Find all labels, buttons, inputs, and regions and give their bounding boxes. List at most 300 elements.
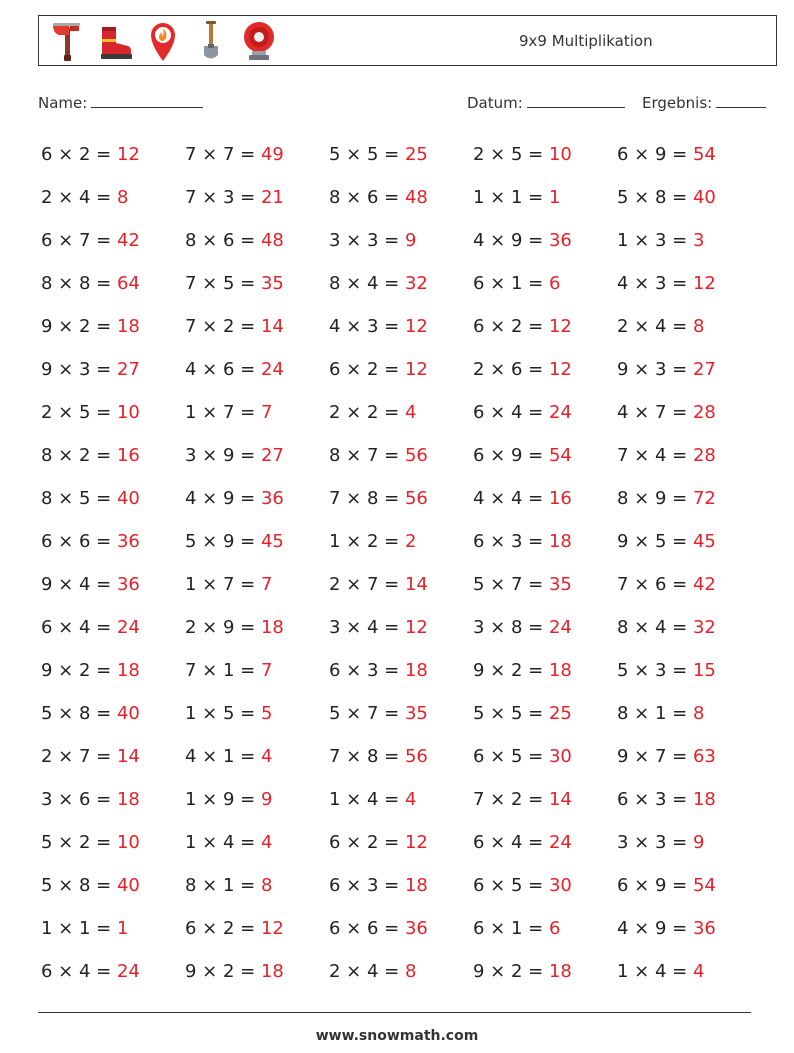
problem-cell [473, 692, 617, 735]
problem-expression: 4 × 9 = [617, 918, 693, 939]
problem-answer: 35 [260, 273, 284, 294]
problem-cell [617, 864, 761, 907]
problem-cell [329, 821, 473, 864]
problem-answer: 14 [260, 316, 284, 337]
problem-cell [329, 176, 473, 219]
problem-answer: 24 [260, 359, 284, 380]
problem-expression: 2 × 4 = [41, 187, 117, 208]
problem-answer: 9 [692, 832, 705, 853]
problem-cell [617, 305, 761, 348]
problem-answer: 12 [692, 273, 716, 294]
problem-answer: 42 [116, 230, 140, 251]
fire-axe-icon [49, 19, 85, 63]
fire-location-pin-icon [145, 19, 181, 63]
problem-answer: 36 [116, 531, 140, 552]
problem-expression: 6 × 2 = [185, 918, 261, 939]
problem-expression: 8 × 4 = [329, 273, 405, 294]
problem-expression: 3 × 4 = [329, 617, 405, 638]
problem-expression: 5 × 2 = [41, 832, 117, 853]
problem-answer: 4 [404, 789, 417, 810]
problem-cell [473, 649, 617, 692]
problem-expression: 1 × 7 = [185, 574, 261, 595]
problem-cell [329, 907, 473, 950]
problem-answer: 45 [260, 531, 284, 552]
problem-answer: 27 [692, 359, 716, 380]
problem-expression: 7 × 8 = [329, 746, 405, 767]
problem-expression: 6 × 2 = [473, 316, 549, 337]
problem-expression: 5 × 9 = [185, 531, 261, 552]
icon-row [49, 19, 277, 63]
problem-answer: 12 [404, 832, 428, 853]
problem-cell [473, 950, 617, 993]
problem-cell [617, 950, 761, 993]
name-field[interactable] [38, 93, 203, 112]
problem-answer: 8 [692, 316, 705, 337]
problem-answer: 30 [548, 875, 572, 896]
problem-cell [185, 133, 329, 176]
problem-answer: 8 [260, 875, 273, 896]
problem-answer: 10 [548, 144, 572, 165]
problem-expression: 1 × 4 = [329, 789, 405, 810]
problem-expression: 4 × 6 = [185, 359, 261, 380]
problem-answer: 18 [116, 660, 140, 681]
problem-answer: 72 [692, 488, 716, 509]
problem-cell [473, 262, 617, 305]
problem-answer: 56 [404, 445, 428, 466]
problem-answer: 12 [548, 359, 572, 380]
problem-answer: 40 [116, 875, 140, 896]
problem-answer: 36 [404, 918, 428, 939]
problem-answer: 25 [548, 703, 572, 724]
problem-answer: 28 [692, 402, 716, 423]
problem-answer: 54 [692, 875, 716, 896]
problem-cell [473, 305, 617, 348]
problem-expression: 1 × 9 = [185, 789, 261, 810]
problem-expression: 8 × 1 = [617, 703, 693, 724]
problem-answer: 18 [548, 961, 572, 982]
problem-answer: 35 [548, 574, 572, 595]
problem-cell [329, 606, 473, 649]
footer-divider [38, 1012, 751, 1013]
problem-expression: 6 × 3 = [329, 660, 405, 681]
problem-cell [41, 348, 185, 391]
problem-cell [329, 219, 473, 262]
problem-answer: 18 [692, 789, 716, 810]
problem-expression: 9 × 2 = [41, 316, 117, 337]
problem-expression: 6 × 9 = [617, 144, 693, 165]
problem-cell [617, 649, 761, 692]
date-label: Datum: [467, 94, 523, 112]
problem-answer: 8 [692, 703, 705, 724]
problem-expression: 9 × 2 = [41, 660, 117, 681]
problem-cell [329, 434, 473, 477]
problem-answer: 2 [404, 531, 417, 552]
problem-cell [41, 262, 185, 305]
problem-cell [41, 391, 185, 434]
problem-answer: 7 [260, 660, 273, 681]
problem-answer: 4 [260, 832, 273, 853]
problem-expression: 6 × 7 = [41, 230, 117, 251]
problem-cell [185, 262, 329, 305]
problem-cell [473, 219, 617, 262]
problem-expression: 3 × 9 = [185, 445, 261, 466]
problem-cell [473, 735, 617, 778]
problem-cell [329, 864, 473, 907]
problem-answer: 54 [692, 144, 716, 165]
problem-cell [185, 821, 329, 864]
problem-cell [185, 950, 329, 993]
problem-expression: 6 × 4 = [473, 402, 549, 423]
problem-grid [41, 133, 761, 993]
problem-expression: 4 × 9 = [185, 488, 261, 509]
problem-answer: 12 [404, 617, 428, 638]
problem-cell [185, 692, 329, 735]
worksheet-title: 9x9 Multiplikation [519, 32, 653, 50]
problem-cell [329, 950, 473, 993]
problem-expression: 7 × 2 = [185, 316, 261, 337]
problem-cell [473, 563, 617, 606]
problem-cell [617, 133, 761, 176]
problem-cell [41, 821, 185, 864]
problem-cell [185, 176, 329, 219]
problem-cell [329, 133, 473, 176]
problem-cell [185, 606, 329, 649]
problem-answer: 18 [116, 789, 140, 810]
problem-expression: 6 × 4 = [41, 961, 117, 982]
problem-cell [41, 133, 185, 176]
problem-answer: 8 [116, 187, 129, 208]
problem-answer: 24 [548, 832, 572, 853]
problem-expression: 9 × 4 = [41, 574, 117, 595]
problem-cell [185, 348, 329, 391]
problem-cell [617, 606, 761, 649]
problem-answer: 18 [260, 961, 284, 982]
problem-cell [617, 907, 761, 950]
problem-cell [41, 735, 185, 778]
date-field[interactable] [467, 93, 625, 112]
problem-cell [329, 778, 473, 821]
problem-answer: 54 [548, 445, 572, 466]
problem-cell [617, 520, 761, 563]
problem-expression: 6 × 1 = [473, 273, 549, 294]
problem-cell [329, 563, 473, 606]
problem-answer: 24 [548, 617, 572, 638]
problem-expression: 3 × 8 = [473, 617, 549, 638]
problem-answer: 3 [692, 230, 705, 251]
problem-expression: 8 × 9 = [617, 488, 693, 509]
problem-expression: 7 × 4 = [617, 445, 693, 466]
problem-answer: 28 [692, 445, 716, 466]
problem-expression: 1 × 5 = [185, 703, 261, 724]
problem-cell [41, 950, 185, 993]
problem-cell [329, 262, 473, 305]
problem-expression: 2 × 4 = [329, 961, 405, 982]
problem-cell [617, 219, 761, 262]
problem-expression: 5 × 8 = [617, 187, 693, 208]
problem-cell [329, 391, 473, 434]
score-label: Ergebnis: [642, 94, 713, 112]
problem-cell [617, 735, 761, 778]
problem-answer: 24 [116, 961, 140, 982]
problem-expression: 4 × 3 = [617, 273, 693, 294]
problem-expression: 6 × 1 = [473, 918, 549, 939]
problem-answer: 4 [260, 746, 273, 767]
problem-answer: 18 [404, 660, 428, 681]
problem-expression: 9 × 3 = [41, 359, 117, 380]
problem-answer: 14 [548, 789, 572, 810]
problem-answer: 36 [116, 574, 140, 595]
shovel-icon [193, 19, 229, 63]
problem-answer: 18 [548, 531, 572, 552]
problem-expression: 7 × 8 = [329, 488, 405, 509]
problem-cell [617, 778, 761, 821]
problem-cell [617, 176, 761, 219]
problem-expression: 7 × 6 = [617, 574, 693, 595]
problem-expression: 2 × 4 = [617, 316, 693, 337]
problem-expression: 8 × 4 = [617, 617, 693, 638]
problem-expression: 9 × 2 = [473, 961, 549, 982]
score-blank-line[interactable] [716, 93, 766, 108]
problem-answer: 36 [548, 230, 572, 251]
problem-expression: 5 × 8 = [41, 703, 117, 724]
problem-expression: 1 × 2 = [329, 531, 405, 552]
problem-cell [617, 434, 761, 477]
problem-expression: 1 × 3 = [617, 230, 693, 251]
problem-expression: 5 × 3 = [617, 660, 693, 681]
problem-expression: 6 × 4 = [473, 832, 549, 853]
problem-answer: 48 [260, 230, 284, 251]
problem-cell [185, 907, 329, 950]
problem-cell [185, 778, 329, 821]
problem-expression: 3 × 6 = [41, 789, 117, 810]
problem-expression: 1 × 1 = [41, 918, 117, 939]
problem-expression: 8 × 8 = [41, 273, 117, 294]
problem-answer: 12 [548, 316, 572, 337]
problem-expression: 6 × 2 = [329, 832, 405, 853]
score-field[interactable] [642, 93, 766, 112]
problem-cell [473, 477, 617, 520]
problem-expression: 2 × 7 = [329, 574, 405, 595]
problem-answer: 15 [692, 660, 716, 681]
problem-expression: 6 × 2 = [41, 144, 117, 165]
problem-answer: 7 [260, 402, 273, 423]
problem-cell [41, 606, 185, 649]
problem-cell [329, 649, 473, 692]
problem-expression: 2 × 2 = [329, 402, 405, 423]
problem-expression: 6 × 6 = [41, 531, 117, 552]
problem-answer: 18 [260, 617, 284, 638]
name-label: Name: [38, 94, 88, 112]
problem-answer: 5 [260, 703, 273, 724]
problem-answer: 36 [260, 488, 284, 509]
problem-cell [473, 606, 617, 649]
problem-cell [185, 434, 329, 477]
problem-expression: 9 × 5 = [617, 531, 693, 552]
problem-answer: 24 [116, 617, 140, 638]
problem-answer: 24 [548, 402, 572, 423]
problem-answer: 12 [404, 359, 428, 380]
problem-expression: 6 × 9 = [617, 875, 693, 896]
fire-boot-icon [97, 19, 133, 63]
problem-cell [41, 434, 185, 477]
problem-expression: 2 × 6 = [473, 359, 549, 380]
problem-expression: 4 × 7 = [617, 402, 693, 423]
problem-answer: 4 [404, 402, 417, 423]
name-blank-line[interactable] [91, 93, 203, 108]
problem-cell [41, 864, 185, 907]
problem-cell [41, 305, 185, 348]
problem-cell [329, 305, 473, 348]
problem-cell [41, 907, 185, 950]
problem-cell [617, 391, 761, 434]
problem-answer: 10 [116, 832, 140, 853]
problem-expression: 7 × 5 = [185, 273, 261, 294]
problem-cell [473, 176, 617, 219]
problem-cell [185, 563, 329, 606]
problem-answer: 8 [404, 961, 417, 982]
problem-cell [185, 305, 329, 348]
problem-answer: 32 [404, 273, 428, 294]
problem-expression: 5 × 8 = [41, 875, 117, 896]
problem-expression: 8 × 6 = [329, 187, 405, 208]
problem-cell [329, 520, 473, 563]
problem-expression: 6 × 9 = [473, 445, 549, 466]
problem-answer: 12 [116, 144, 140, 165]
problem-cell [473, 864, 617, 907]
problem-cell [473, 778, 617, 821]
problem-expression: 2 × 5 = [41, 402, 117, 423]
problem-cell [41, 563, 185, 606]
problem-answer: 27 [116, 359, 140, 380]
problem-answer: 12 [404, 316, 428, 337]
problem-expression: 6 × 3 = [473, 531, 549, 552]
problem-expression: 4 × 1 = [185, 746, 261, 767]
problem-expression: 6 × 5 = [473, 746, 549, 767]
problem-expression: 5 × 7 = [473, 574, 549, 595]
problem-expression: 4 × 9 = [473, 230, 549, 251]
problem-answer: 48 [404, 187, 428, 208]
problem-answer: 27 [260, 445, 284, 466]
problem-answer: 12 [260, 918, 284, 939]
problem-expression: 9 × 3 = [617, 359, 693, 380]
problem-cell [329, 477, 473, 520]
problem-expression: 6 × 3 = [329, 875, 405, 896]
problem-answer: 32 [692, 617, 716, 638]
problem-cell [185, 391, 329, 434]
problem-cell [617, 348, 761, 391]
problem-answer: 6 [548, 273, 561, 294]
problem-cell [617, 477, 761, 520]
problem-cell [41, 219, 185, 262]
problem-expression: 8 × 6 = [185, 230, 261, 251]
problem-expression: 7 × 2 = [473, 789, 549, 810]
problem-expression: 8 × 1 = [185, 875, 261, 896]
problem-expression: 2 × 9 = [185, 617, 261, 638]
problem-expression: 4 × 3 = [329, 316, 405, 337]
problem-cell [329, 348, 473, 391]
problem-answer: 21 [260, 187, 284, 208]
problem-cell [41, 778, 185, 821]
problem-expression: 8 × 7 = [329, 445, 405, 466]
problem-answer: 18 [116, 316, 140, 337]
problem-cell [617, 821, 761, 864]
date-blank-line[interactable] [527, 93, 625, 108]
problem-answer: 9 [260, 789, 273, 810]
problem-answer: 1 [548, 187, 561, 208]
problem-cell [185, 219, 329, 262]
problem-expression: 7 × 7 = [185, 144, 261, 165]
problem-answer: 49 [260, 144, 284, 165]
problem-expression: 7 × 1 = [185, 660, 261, 681]
problem-cell [185, 735, 329, 778]
problem-answer: 18 [404, 875, 428, 896]
problem-cell [617, 262, 761, 305]
problem-answer: 6 [548, 918, 561, 939]
problem-expression: 9 × 2 = [185, 961, 261, 982]
problem-expression: 5 × 5 = [329, 144, 405, 165]
problem-expression: 5 × 5 = [473, 703, 549, 724]
problem-cell [473, 391, 617, 434]
problem-answer: 35 [404, 703, 428, 724]
problem-answer: 7 [260, 574, 273, 595]
problem-cell [473, 434, 617, 477]
problem-expression: 7 × 3 = [185, 187, 261, 208]
problem-expression: 6 × 4 = [41, 617, 117, 638]
problem-expression: 2 × 7 = [41, 746, 117, 767]
problem-answer: 42 [692, 574, 716, 595]
problem-cell [473, 348, 617, 391]
footer-url: www.snowmath.com [315, 1028, 479, 1044]
problem-cell [185, 649, 329, 692]
problem-answer: 4 [692, 961, 705, 982]
problem-answer: 40 [692, 187, 716, 208]
problem-answer: 16 [548, 488, 572, 509]
problem-answer: 40 [116, 488, 140, 509]
problem-answer: 9 [404, 230, 417, 251]
problem-answer: 45 [692, 531, 716, 552]
problem-answer: 36 [692, 918, 716, 939]
problem-cell [41, 649, 185, 692]
problem-answer: 14 [116, 746, 140, 767]
problem-cell [617, 692, 761, 735]
problem-cell [185, 477, 329, 520]
problem-answer: 16 [116, 445, 140, 466]
problem-expression: 6 × 2 = [329, 359, 405, 380]
problem-cell [185, 520, 329, 563]
problem-cell [41, 176, 185, 219]
problem-cell [185, 864, 329, 907]
problem-answer: 10 [116, 402, 140, 423]
problem-cell [41, 692, 185, 735]
problem-answer: 56 [404, 488, 428, 509]
problem-expression: 8 × 5 = [41, 488, 117, 509]
problem-expression: 1 × 7 = [185, 402, 261, 423]
problem-answer: 25 [404, 144, 428, 165]
problem-expression: 1 × 1 = [473, 187, 549, 208]
problem-cell [473, 907, 617, 950]
problem-cell [473, 821, 617, 864]
problem-answer: 64 [116, 273, 140, 294]
problem-cell [41, 520, 185, 563]
problem-expression: 9 × 2 = [473, 660, 549, 681]
problem-answer: 18 [548, 660, 572, 681]
problem-answer: 30 [548, 746, 572, 767]
problem-expression: 6 × 3 = [617, 789, 693, 810]
problem-expression: 6 × 6 = [329, 918, 405, 939]
problem-expression: 3 × 3 = [617, 832, 693, 853]
problem-answer: 56 [404, 746, 428, 767]
problem-cell [473, 520, 617, 563]
